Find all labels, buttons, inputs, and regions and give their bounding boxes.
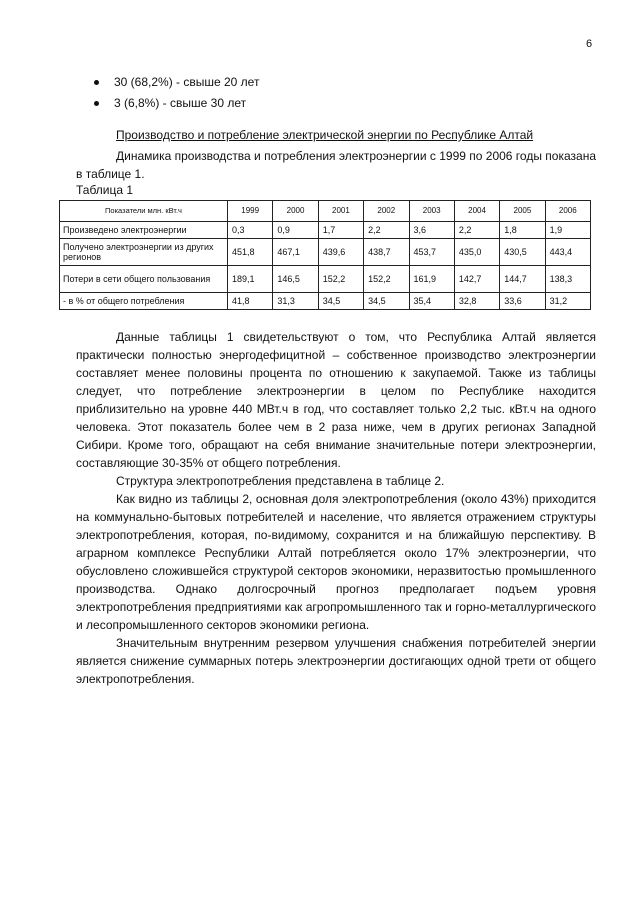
table-cell: 41,8 xyxy=(228,293,273,310)
table-cell: 0,3 xyxy=(228,222,273,239)
bullet-text: 3 (6,8%) - свыше 30 лет xyxy=(114,96,247,110)
table-cell: 438,7 xyxy=(364,239,409,266)
year-header: 2006 xyxy=(545,201,590,222)
paragraph: Как видно из таблицы 2, основная доля электропотребления (около 43%) приходится на коммунально-бытовых потребителей и население, что является отражением структуры электропотребления, которая, по-видимому, сохранится и на ближайшую перспективу. В аграрном комплексе Республики Алтай потребляется около 17% электроэнергии, что обусловлено сложившейся структурой секторов экономики, неразвитостью промышленного производства. Однако долгосрочный прогноз предполагает подъем уровня электропотребления предприятиями как агропромышленного так и горно-металлургического и лесопромышленного секторов экономики региона. xyxy=(76,492,596,632)
table-cell: 189,1 xyxy=(228,266,273,293)
table-header-row xyxy=(60,201,591,222)
table-row xyxy=(60,293,591,310)
row-label: - в % от общего потребления xyxy=(60,293,228,310)
table-cell: 142,7 xyxy=(454,266,499,293)
table-cell: 467,1 xyxy=(273,239,318,266)
table-cell: 435,0 xyxy=(454,239,499,266)
table-cell: 430,5 xyxy=(500,239,545,266)
header-label: Показатели млн. кВт.ч xyxy=(60,201,228,222)
table-cell: 451,8 xyxy=(228,239,273,266)
year-header: 2003 xyxy=(409,201,454,222)
table-cell: 35,4 xyxy=(409,293,454,310)
bullet-icon xyxy=(94,80,99,85)
table-cell: 31,3 xyxy=(273,293,318,310)
year-header: 2004 xyxy=(454,201,499,222)
table-cell: 34,5 xyxy=(364,293,409,310)
table-cell: 1,7 xyxy=(318,222,363,239)
table-row xyxy=(60,222,591,239)
year-header: 1999 xyxy=(228,201,273,222)
row-label: Получено электроэнергии из других регионов xyxy=(60,239,228,266)
section-heading: Производство и потребление электрической энергии по Республике Алтай xyxy=(116,128,534,142)
row-label: Потери в сети общего пользования xyxy=(60,266,228,293)
year-header: 2000 xyxy=(273,201,318,222)
bullet-text: 30 (68,2%) - свыше 20 лет xyxy=(114,75,260,89)
table-row xyxy=(60,266,591,293)
table-cell: 2,2 xyxy=(364,222,409,239)
table-cell: 31,2 xyxy=(545,293,590,310)
list-item xyxy=(94,72,259,93)
table-cell: 146,5 xyxy=(273,266,318,293)
table-cell: 3,6 xyxy=(409,222,454,239)
energy-table xyxy=(59,200,591,310)
table-cell: 34,5 xyxy=(318,293,363,310)
paragraph: Структура электропотребления представлена в таблице 2. xyxy=(116,474,445,488)
table-cell: 32,8 xyxy=(454,293,499,310)
year-header: 2005 xyxy=(500,201,545,222)
year-header: 2002 xyxy=(364,201,409,222)
row-label: Произведено электроэнергии xyxy=(60,222,228,239)
table-cell: 453,7 xyxy=(409,239,454,266)
table-cell: 2,2 xyxy=(454,222,499,239)
table-cell: 138,3 xyxy=(545,266,590,293)
table-cell: 144,7 xyxy=(500,266,545,293)
year-header: 2001 xyxy=(318,201,363,222)
table-row xyxy=(60,239,591,266)
table-cell: 161,9 xyxy=(409,266,454,293)
table-cell: 1,9 xyxy=(545,222,590,239)
list-item xyxy=(94,93,259,114)
table-cell: 152,2 xyxy=(364,266,409,293)
table-cell: 1,8 xyxy=(500,222,545,239)
paragraph: Данные таблицы 1 свидетельствуют о том, что Республика Алтай является практически полностью энергодефицитной – собственное производство электроэнергии составляет менее половины процента по отношению к закупаемой. Также из таблицы следует, что потребление электроэнергии в целом по Республике находится приблизительно на уровне 440 МВт.ч в год, что составляет только 2,2 тыс. кВт.ч на одного человека. Этот показатель более чем в 2 раза ниже, чем в других регионах Западной Сибири. Кроме того, обращают на себя внимание значительные потери электроэнергии, составляющие 30-35% от общего потребления. xyxy=(76,330,596,470)
body-text xyxy=(76,328,596,688)
bullet-icon xyxy=(94,101,99,106)
table-cell: 443,4 xyxy=(545,239,590,266)
paragraph: Значительным внутренним резервом улучшения снабжения потребителей энергии является снижение суммарных потерь электроэнергии достигающих одной трети от общего электропотребления. xyxy=(76,636,596,686)
table-cell: 33,6 xyxy=(500,293,545,310)
intro-paragraph: Динамика производства и потребления электроэнергии с 1999 по 2006 годы показана в таблице 1. xyxy=(76,149,596,181)
page-number: 6 xyxy=(586,38,593,50)
table-cell: 152,2 xyxy=(318,266,363,293)
bullet-list xyxy=(94,72,259,114)
table-cell: 439,6 xyxy=(318,239,363,266)
table-caption: Таблица 1 xyxy=(76,183,134,197)
table-cell: 0,9 xyxy=(273,222,318,239)
